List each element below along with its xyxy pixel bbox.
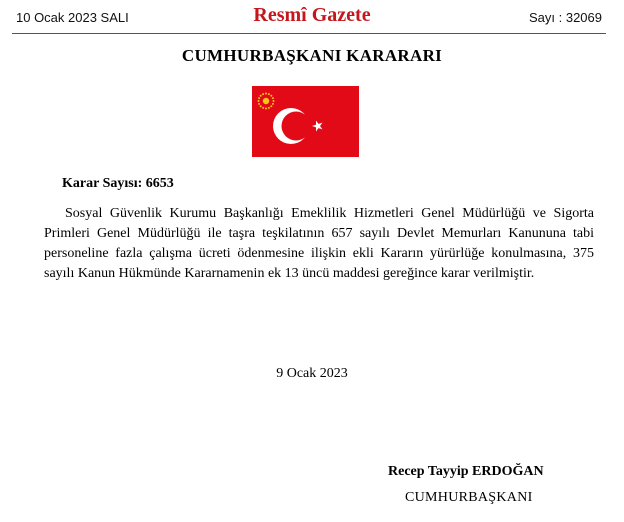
decision-heading: CUMHURBAŞKANI KARARARI: [181, 46, 443, 65]
decision-date: 9 Ocak 2023: [276, 366, 348, 381]
header-date: 10 Ocak 2023 SALI: [16, 10, 129, 25]
turkish-presidential-flag-icon: [252, 86, 359, 157]
signatory-name: Recep Tayyip ERDOĞAN: [388, 464, 544, 479]
gazette-title: Resmî Gazete: [253, 4, 371, 26]
header-divider: [12, 33, 606, 34]
decision-body: Sosyal Güvenlik Kurumu Başkanlığı Emeklilik Hizmetleri Genel Müdürlüğü ve Sigorta Primleri Genel Müdürlüğü ile taşra teşkilatının 657 sayılı Devlet Memurları Kanununa tabi personeline fazla çalışma ücreti ödenmesine ilişkin ekli Kararın yürürlüğe konulmasına, 375 sayılı Kanun Hükmünde Kararnamenin ek 13 üncü maddesi gereğince karar verilmiştir.: [44, 206, 594, 281]
decision-number: Karar Sayısı: 6653: [62, 176, 174, 191]
issue-number: Sayı : 32069: [529, 10, 602, 25]
signatory-title: CUMHURBAŞKANI: [405, 490, 533, 505]
